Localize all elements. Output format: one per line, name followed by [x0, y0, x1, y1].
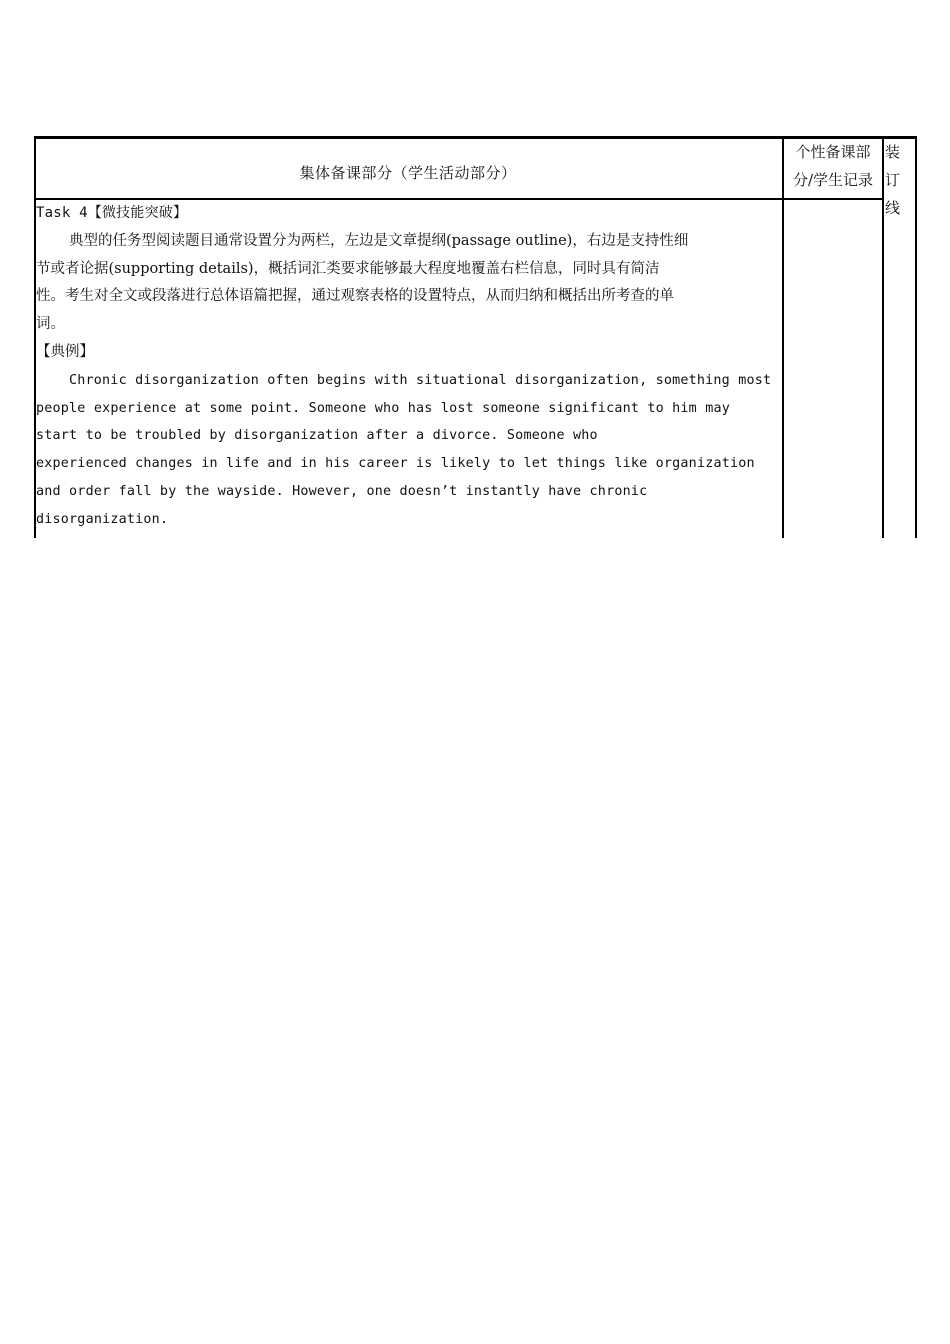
intro-line: 节或者论据(supporting details)，概括词汇类要求能够最大程度地覆盖右栏信息，同时具有简洁 — [36, 260, 660, 277]
example-line: start to be troubled by disorganization after a divorce. Someone who — [36, 428, 598, 444]
intro-line: 典型的任务型阅读题目通常设置分为两栏，左边是文章提纲(passage outline)，右边是支持性细 — [69, 232, 689, 249]
personal-notes-header-line2: 分/学生记录 — [792, 171, 874, 189]
task-heading — [36, 200, 784, 228]
task-label: Task 4【微技能突破】 — [36, 205, 188, 221]
table-right-border — [915, 136, 917, 538]
example-line: experienced changes in life and in his career is likely to let things like organization — [36, 456, 755, 472]
intro-line: 词。 — [36, 316, 65, 333]
column-divider-notes — [882, 136, 884, 538]
personal-notes-header-line1: 个性备课部 — [795, 143, 871, 161]
binding-line-label — [885, 138, 915, 222]
binding-char: 订 — [885, 171, 901, 189]
personal-notes-header — [785, 138, 881, 194]
example-line: and order fall by the wayside. However, one doesn’t instantly have chronic — [36, 483, 648, 499]
intro-line: 性。考生对全文或段落进行总体语篇把握，通过观察表格的设置特点，从而归纳和概括出所考查的单 — [36, 288, 674, 305]
activity-content — [36, 200, 784, 534]
example-line: disorganization. — [36, 511, 169, 527]
binding-char: 线 — [885, 199, 901, 217]
example-line: Chronic disorganization often begins with situational disorganization, something most — [69, 372, 772, 388]
collective-prep-header: 集体备课部分（学生活动部分） — [299, 164, 517, 182]
binding-char: 装 — [885, 143, 901, 161]
example-heading: 【典例】 — [36, 343, 94, 360]
example-line: people experience at some point. Someone who has lost someone significant to him may — [36, 400, 730, 416]
lesson-plan-table — [34, 136, 917, 538]
